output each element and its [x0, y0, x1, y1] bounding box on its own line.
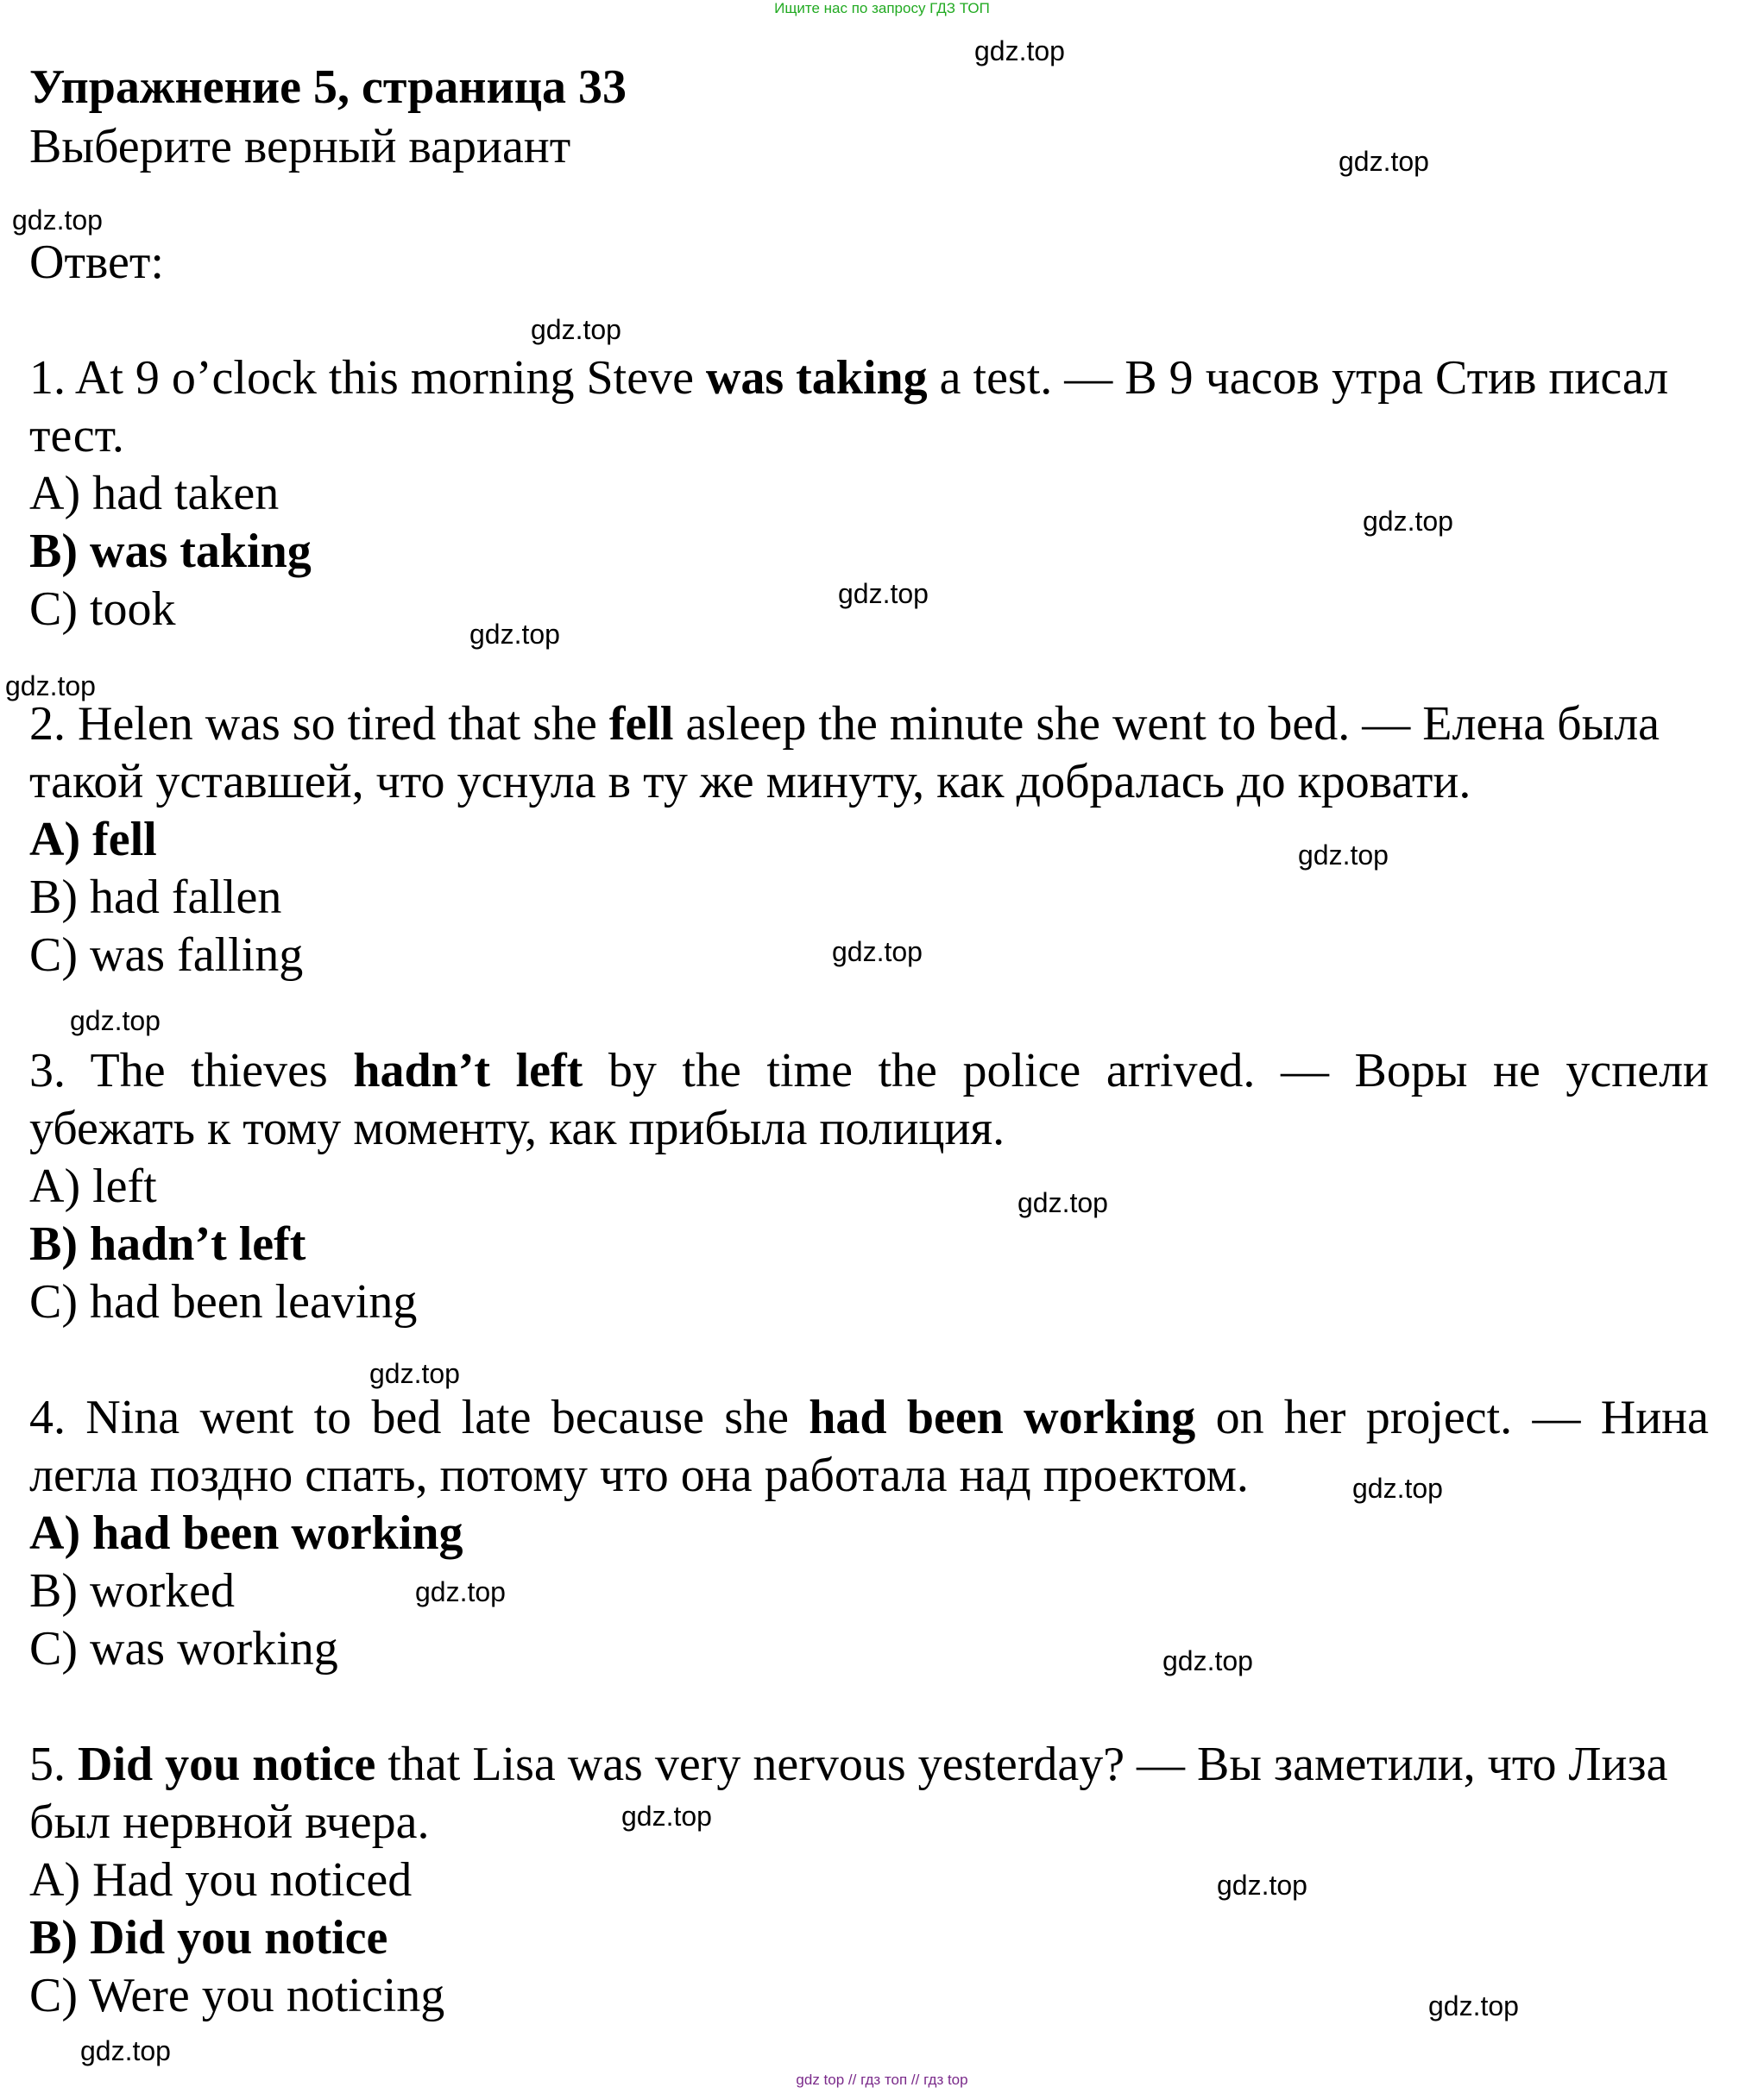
- watermark: gdz.top: [80, 2035, 171, 2066]
- question-3-option-a: A) left: [29, 1160, 157, 1213]
- question-4-translation: легла поздно спать, потому что она работала над проектом.: [29, 1449, 1249, 1502]
- question-1-sentence: 1. At 9 o’clock this morning Steve was taking a test. — В 9 часов утра Стив писал: [29, 351, 1669, 405]
- question-4-option-c: C) was working: [29, 1622, 338, 1676]
- question-5-sentence: 5. Did you notice that Lisa was very nervous yesterday? — Вы заметили, что Лиза: [29, 1738, 1668, 1791]
- question-2-sentence: 2. Helen was so tired that she fell asleep the minute she went to bed. — Елена была: [29, 697, 1660, 751]
- watermark: gdz.top: [369, 1358, 460, 1389]
- question-5-option-a: A) Had you noticed: [29, 1853, 413, 1907]
- question-4-option-b: B) worked: [29, 1564, 235, 1618]
- question-1-option-b-correct: B) was taking: [29, 525, 312, 578]
- watermark: gdz.top: [832, 936, 923, 967]
- question-1-option-a: A) had taken: [29, 467, 280, 520]
- watermark: gdz.top: [1217, 1870, 1307, 1901]
- answer-label: Ответ:: [29, 236, 164, 289]
- question-3-translation: убежать к тому моменту, как прибыла полиция.: [29, 1102, 1005, 1155]
- watermark: gdz.top: [1162, 1645, 1253, 1676]
- question-1-translation: тест.: [29, 409, 124, 462]
- watermark: gdz.top: [415, 1576, 506, 1607]
- question-3-option-b-correct: B) hadn’t left: [29, 1217, 306, 1271]
- watermark: gdz.top: [1339, 146, 1429, 177]
- question-2-translation: такой уставшей, что уснула в ту же минуту, как добралась до кровати.: [29, 755, 1471, 808]
- watermark: gdz.top: [531, 314, 621, 345]
- watermark: gdz.top: [1352, 1473, 1443, 1504]
- question-4-sentence: 4. Nina went to bed late because she had been working on her project. — Нина: [29, 1391, 1710, 1444]
- watermark: gdz.top: [70, 1005, 161, 1036]
- watermark: gdz.top: [974, 35, 1065, 66]
- question-3-sentence: 3. The thieves hadn’t left by the time the police arrived. — Воры не успели: [29, 1044, 1709, 1097]
- watermark: gdz.top: [621, 1801, 712, 1832]
- watermark: gdz.top: [1017, 1187, 1108, 1218]
- task-instruction: Выберите верный вариант: [29, 120, 571, 173]
- watermark: gdz.top: [12, 204, 103, 236]
- watermark: gdz.top: [1428, 1990, 1519, 2021]
- watermark: gdz.top: [838, 578, 929, 609]
- question-2-option-b: B) had fallen: [29, 871, 282, 924]
- watermark: gdz.top: [469, 619, 560, 650]
- question-2-option-c: C) was falling: [29, 928, 304, 982]
- question-5-translation: был нервной вчера.: [29, 1795, 430, 1849]
- question-3-option-c: C) had been leaving: [29, 1275, 418, 1329]
- question-2-option-a-correct: A) fell: [29, 813, 157, 866]
- question-5-option-b-correct: B) Did you notice: [29, 1911, 388, 1965]
- question-1-option-c: C) took: [29, 582, 176, 636]
- watermark: gdz.top: [1298, 839, 1389, 871]
- footer: gdz top // гдз топ // гдз top: [796, 2072, 968, 2088]
- watermark: gdz.top: [1363, 506, 1453, 537]
- top-banner: Ищите нас по запросу ГДЗ ТОП: [774, 0, 990, 16]
- question-5-option-c: C) Were you noticing: [29, 1969, 445, 2022]
- question-4-option-a-correct: A) had been working: [29, 1506, 463, 1560]
- watermark: gdz.top: [5, 670, 96, 701]
- page-title: Упражнение 5, страница 33: [29, 60, 627, 114]
